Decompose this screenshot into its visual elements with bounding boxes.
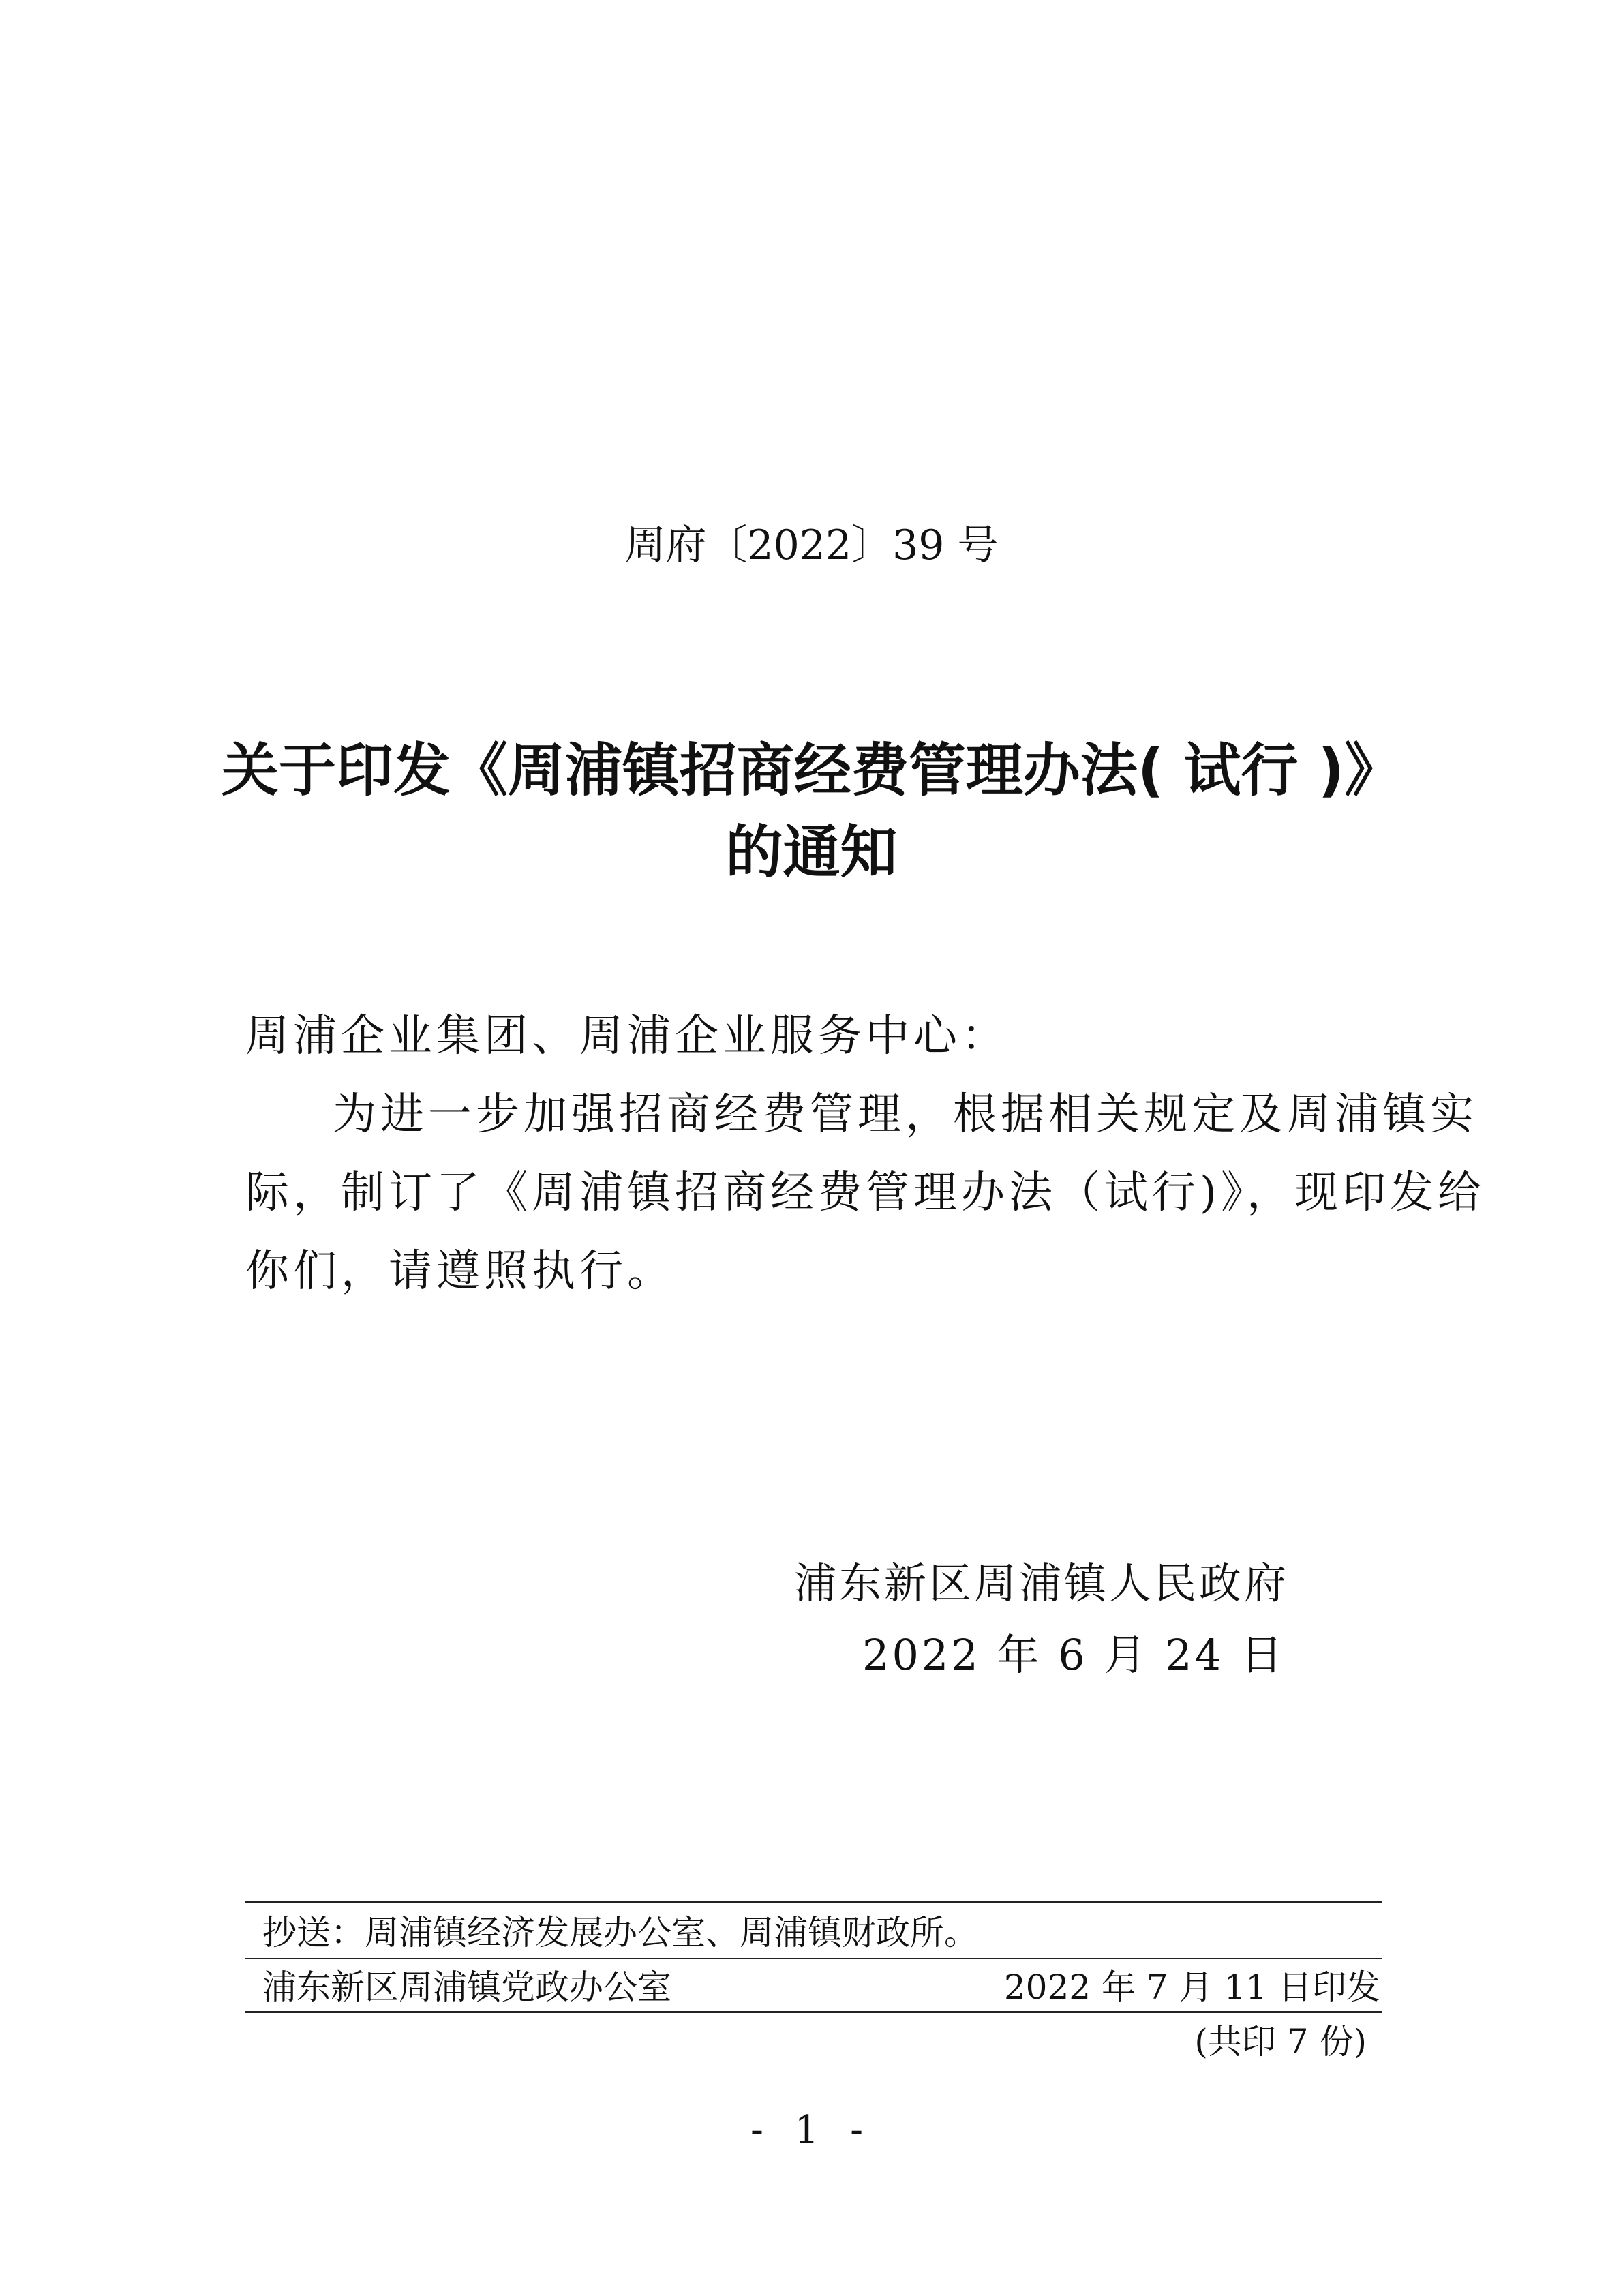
body-paragraph-line-3: 你们，请遵照执行。 [245, 1246, 675, 1297]
footer-bottom-rule [245, 2011, 1382, 2013]
document-title-line-1: 关于印发《周浦镇招商经费管理办法( 试行 )》 [221, 737, 1402, 804]
footer-middle-rule [245, 1958, 1382, 1959]
signature-date: 2022 年 6 月 24 日 [862, 1630, 1286, 1680]
body-paragraph-line-1: 为进一步加强招商经费管理，根据相关规定及周浦镇实 [333, 1089, 1478, 1140]
carbon-copy-line: 抄送：周浦镇经济发展办公室、周浦镇财政所。 [262, 1913, 978, 1952]
copy-count: (共印 7 份) [1194, 2022, 1367, 2061]
signature-organization: 浦东新区周浦镇人民政府 [794, 1558, 1290, 1608]
recipient-line: 周浦企业集团、周浦企业服务中心： [245, 1011, 1009, 1061]
footer-top-rule [245, 1901, 1382, 1903]
issue-date: 2022 年 7 月 11 日印发 [1003, 1967, 1380, 2007]
document-title-line-2: 的通知 [725, 819, 898, 886]
body-paragraph-line-2: 际，制订了《周浦镇招商经费管理办法（试行)》，现印发给 [245, 1168, 1485, 1218]
document-number: 周府〔2022〕39 号 [624, 522, 999, 569]
page-number: - 1 - [750, 2108, 873, 2152]
issuing-office: 浦东新区周浦镇党政办公室 [262, 1967, 671, 2007]
